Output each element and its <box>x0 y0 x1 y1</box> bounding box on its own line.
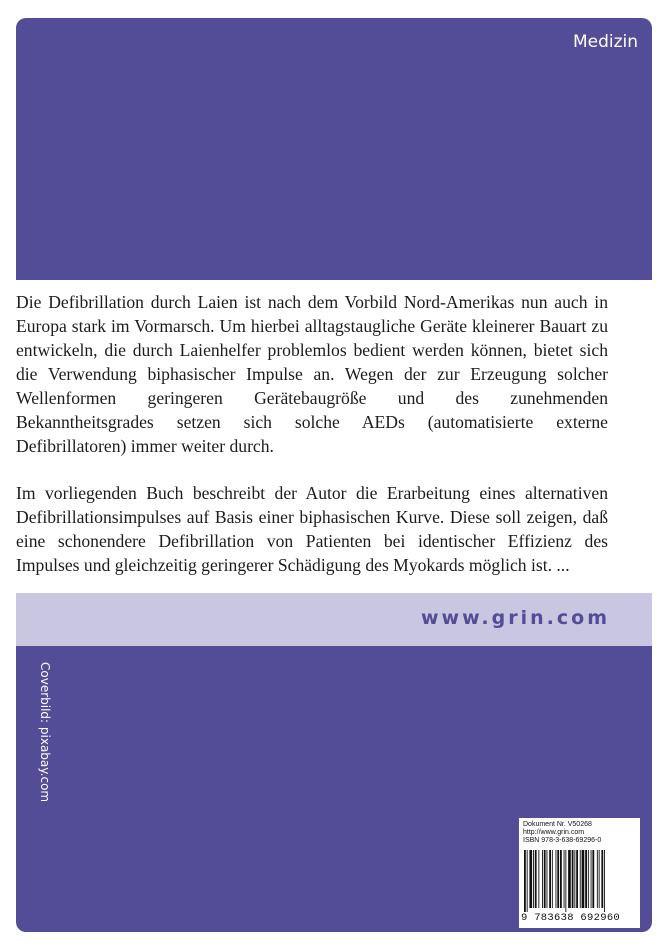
barcode-bar <box>538 850 539 908</box>
barcode-bar <box>604 850 605 912</box>
barcode-bar <box>557 850 559 908</box>
url-band <box>16 593 652 646</box>
barcode-bar <box>576 850 578 908</box>
barcode-bar <box>544 850 546 908</box>
barcode-meta <box>523 821 601 845</box>
barcode-bar <box>524 850 526 912</box>
barcode-icon <box>524 850 636 912</box>
barcode-bar <box>560 850 562 908</box>
barcode-bar <box>588 850 589 908</box>
barcode-bar <box>547 850 548 908</box>
barcode-bar <box>580 850 581 908</box>
category-label: Medizin <box>572 32 638 52</box>
barcode-bar <box>568 850 571 908</box>
barcode-bar <box>552 850 553 908</box>
barcode-bar <box>535 850 537 908</box>
bottom-color-panel <box>16 646 652 932</box>
barcode-bar <box>542 850 543 908</box>
ean-digits: 9 783638 692960 <box>521 912 621 924</box>
blurb-paragraph-2: Im vorliegenden Buch beschreibt der Autor die Erarbeitung eines alternativen Defibrillationsimpulses auf Basis einer biphasischen Kurve. Diese soll zeigen, daß eine schonendere Defibrillation von Patienten bei identischer Effizienz des Impulses und gleichzeitig geringerer Schädigung des Myokards möglich ist. ... <box>16 483 608 575</box>
barcode-bar <box>556 850 557 908</box>
cover-credit: Coverbild: pixabay.com <box>38 662 52 803</box>
barcode-bar <box>533 850 534 908</box>
blurb-text <box>16 290 608 600</box>
barcode-bar <box>527 850 528 912</box>
barcode-bar <box>565 850 566 912</box>
barcode-bar <box>591 850 592 908</box>
barcode-url: http://www.grin.com <box>523 829 585 836</box>
barcode-bar <box>597 850 598 908</box>
barcode-bar <box>585 850 587 908</box>
top-color-panel <box>16 18 652 280</box>
barcode-bar <box>529 850 532 908</box>
blurb-paragraph-1: Die Defibrillation durch Laien ist nach dem Vorbild Nord-Amerikas nun auch in Europa stark im Vormarsch. Um hierbei alltagstaugliche Geräte kleinerer Bauart zu entwickeln, die durch Laienhelfer problemlos bedient werden können, bietet sich die Verwendung biphasischer Impulse an. Wegen der zur Erzeugung solcher Wellenformen geringeren Gerätebaugröße und des zunehmenden Bekanntheitsgrades setzen sich solche AEDs (automatisierte externe Defibrillatoren) immer weiter durch. <box>16 292 608 456</box>
barcode-bar <box>582 850 585 908</box>
barcode-bar <box>599 850 600 908</box>
barcode-box <box>519 818 640 928</box>
document-number: Dokument Nr. V50268 <box>523 821 592 828</box>
barcode-bar <box>592 850 594 908</box>
barcode-bar <box>601 850 603 908</box>
barcode-bar <box>549 850 551 908</box>
publisher-url[interactable]: www.grin.com <box>420 607 610 629</box>
barcode-bar <box>564 850 565 908</box>
isbn: ISBN 978-3-638-69296-0 <box>523 837 602 844</box>
barcode-bar <box>574 850 575 908</box>
barcode-bar <box>572 850 574 908</box>
